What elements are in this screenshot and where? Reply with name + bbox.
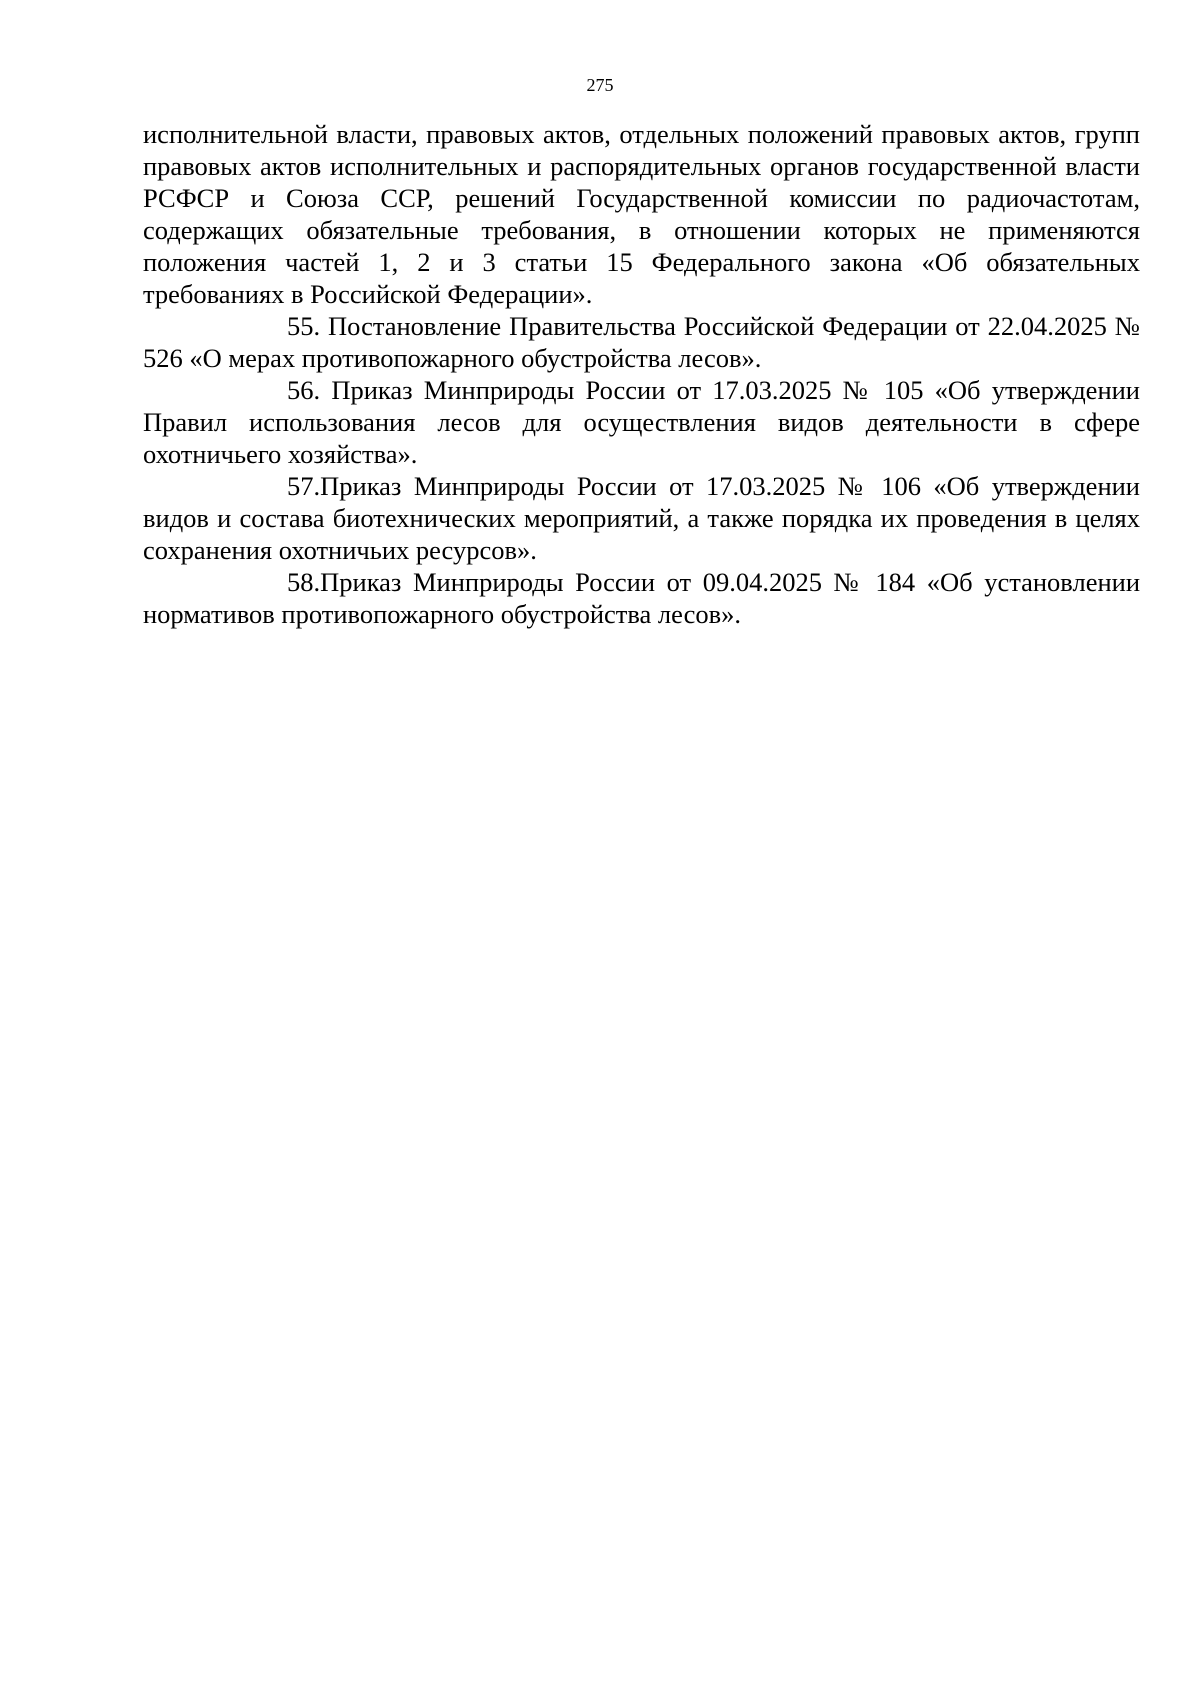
item-number: 58. (287, 567, 321, 597)
continuation-paragraph: исполнительной власти, правовых актов, отдельных положений правовых актов, групп правовых актов исполнительных и распорядительных органов государственной власти РСФСР и Союза ССР, решений Государственной комиссии по радиочастотам, содержащих обязательные требования, в отношении которых не применяются положения частей 1, 2 и 3 статьи 15 Федерального закона «Об обязательных требованиях в Российской Федерации». (143, 119, 1140, 309)
page-number: 275 (586, 75, 614, 95)
item-number: 55. (287, 311, 321, 341)
item-text: Приказ Минприроды России от 17.03.2025 № 106 «Об утверждении видов и состава биотехнических мероприятий, а также порядка их проведения в целях сохранения охотничьих ресурсов». (143, 471, 1140, 565)
document-body (143, 118, 1140, 630)
item-text: Постановление Правительства Российской Федерации от 22.04.2025 № 526 «О мерах противопожарного обустройства лесов». (143, 311, 1141, 373)
item-text: Приказ Минприроды России от 09.04.2025 № 184 «Об установлении нормативов противопожарного обустройства лесов». (143, 567, 1140, 629)
list-item-56 (143, 374, 1140, 470)
item-text: Приказ Минприроды России от 17.03.2025 № 105 «Об утверждении Правил использования лесов для осуществления видов деятельности в сфере охотничьего хозяйства». (143, 375, 1140, 469)
item-number: 57. (287, 471, 321, 501)
item-number: 56. (287, 375, 321, 405)
list-item-55 (143, 310, 1140, 374)
list-item-58 (143, 566, 1140, 630)
list-item-57 (143, 470, 1140, 566)
